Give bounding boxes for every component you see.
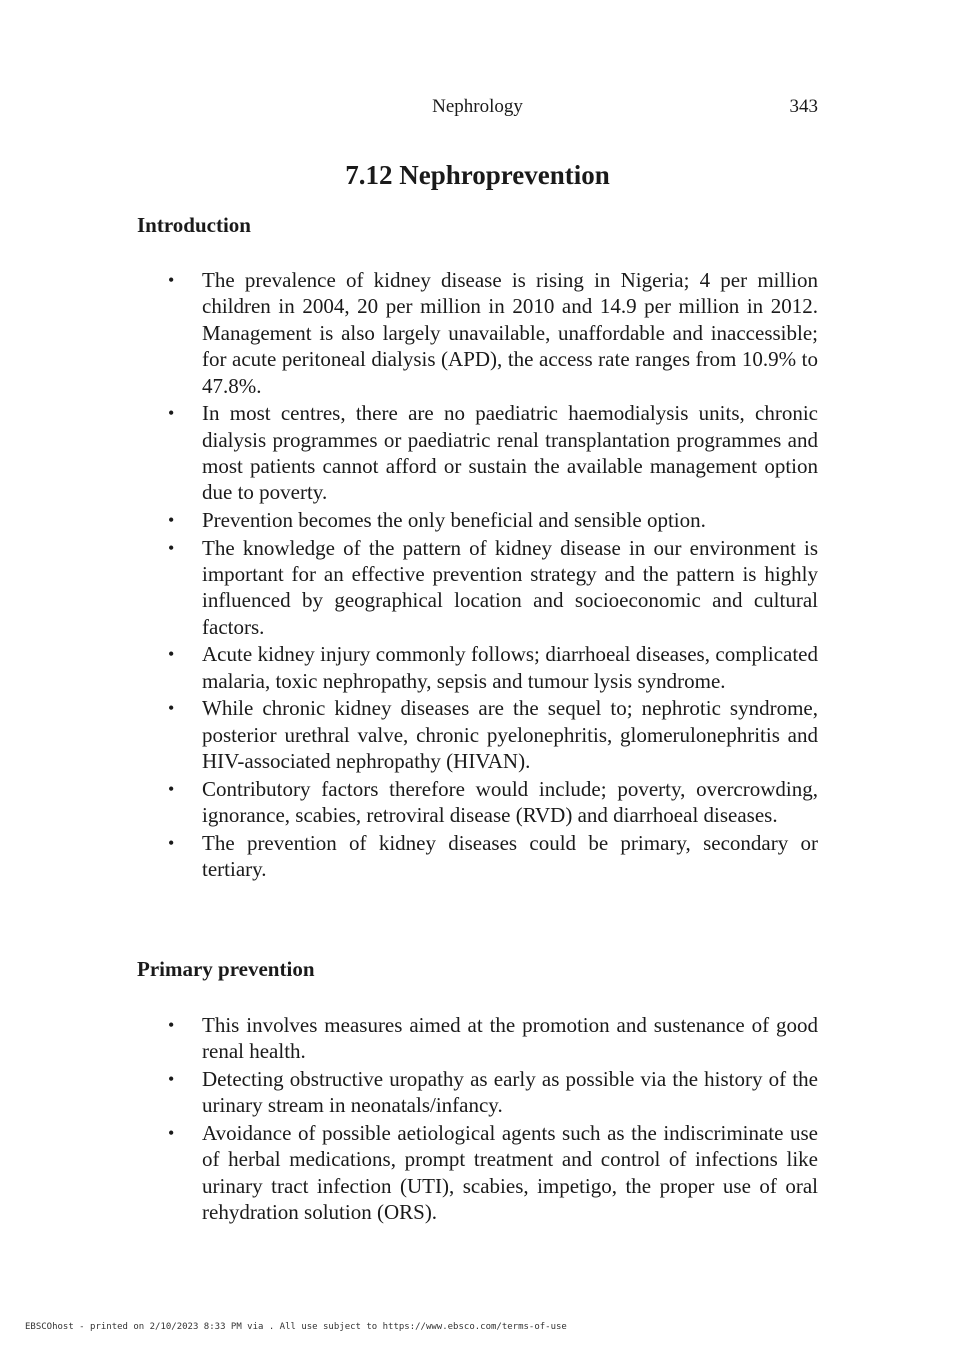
section-heading-primary-prevention: Primary prevention [137,957,315,981]
bullet-icon: • [168,1015,175,1035]
bullet-icon: • [168,644,175,665]
list-item-text: The prevention of kidney diseases could be primary, secondary or tertiary. [202,830,818,882]
bullet-icon: • [168,510,175,531]
list-item-text: In most centres, there are no paediatric haemodialysis units, chronic dialysis programmes or paediatric renal transplantation programmes and most patients cannot afford or sustain the available management option due to poverty. [202,401,818,505]
list-item [137,535,818,641]
list-item [137,1066,818,1119]
bullet-icon: • [168,270,175,290]
bullet-icon: • [168,698,175,719]
list-item-text: This involves measures aimed at the promotion and sustenance of good renal health. [202,1013,818,1064]
bullet-icon: • [168,832,175,853]
list-item-text: The knowledge of the pattern of kidney disease in our environment is important for an effective prevention strategy and the pattern is highly influenced by geographical location and socioeconomic and cultural factors. [202,535,818,639]
introduction-section [137,212,818,884]
list-item [137,1012,818,1065]
list-item-text: Prevention becomes the only beneficial and sensible option. [202,508,706,533]
running-title: Nephrology [432,96,523,117]
chapter-title: 7.12 Nephroprevention [345,160,610,190]
bullet-icon: • [168,1069,175,1089]
primary-prevention-section [137,956,818,1227]
list-item-text: While chronic kidney diseases are the sequel to; nephrotic syndrome, posterior urethral valve, chronic pyelonephritis, glomerulonephritis and HIV-associated nephropathy (HIVAN). [202,696,818,774]
list-item-text: The prevalence of kidney disease is rising in Nigeria; 4 per million children in 2004, 20 per million in 2010 and 14.9 per million in 2012. Management is also largely unavailable, unaffordable and inaccessible; for acute peritoneal dialysis (APD), the access rate ranges from 10.9% to 47.8%. [202,268,818,398]
bullet-icon: • [168,778,175,799]
list-item [137,507,818,533]
list-item [137,830,818,883]
primary-prevention-bullet-list [137,1012,818,1226]
list-item [137,267,818,399]
introduction-bullet-list [137,267,818,883]
bullet-icon: • [168,403,175,424]
bullet-icon: • [168,537,175,558]
list-item-text: Acute kidney injury commonly follows; diarrhoeal diseases, complicated malaria, toxic nephropathy, sepsis and tumour lysis syndrome. [202,642,818,693]
list-item [137,641,818,694]
section-heading-introduction: Introduction [137,213,251,237]
list-item [137,695,818,774]
list-item [137,400,818,506]
running-header [0,96,955,122]
list-item [137,776,818,829]
list-item [137,1120,818,1226]
list-item-text: Detecting obstructive uropathy as early as possible via the history of the urinary stream in neonatals/infancy. [202,1067,818,1118]
list-item-text: Avoidance of possible aetiological agents such as the indiscriminate use of herbal medications, prompt treatment and control of infections like urinary tract infection (UTI), scabies, impetigo, the proper use of oral rehydration solution (ORS). [202,1121,818,1225]
bullet-icon: • [168,1123,175,1143]
list-item-text: Contributory factors therefore would include; poverty, overcrowding, ignorance, scabies, retroviral disease (RVD) and diarrhoeal diseases. [202,776,818,828]
page-number: 343 [789,96,818,117]
print-footer: EBSCOhost - printed on 2/10/2023 8:33 PM via . All use subject to https://www.ebsco.com/terms-of-use [25,1322,567,1332]
